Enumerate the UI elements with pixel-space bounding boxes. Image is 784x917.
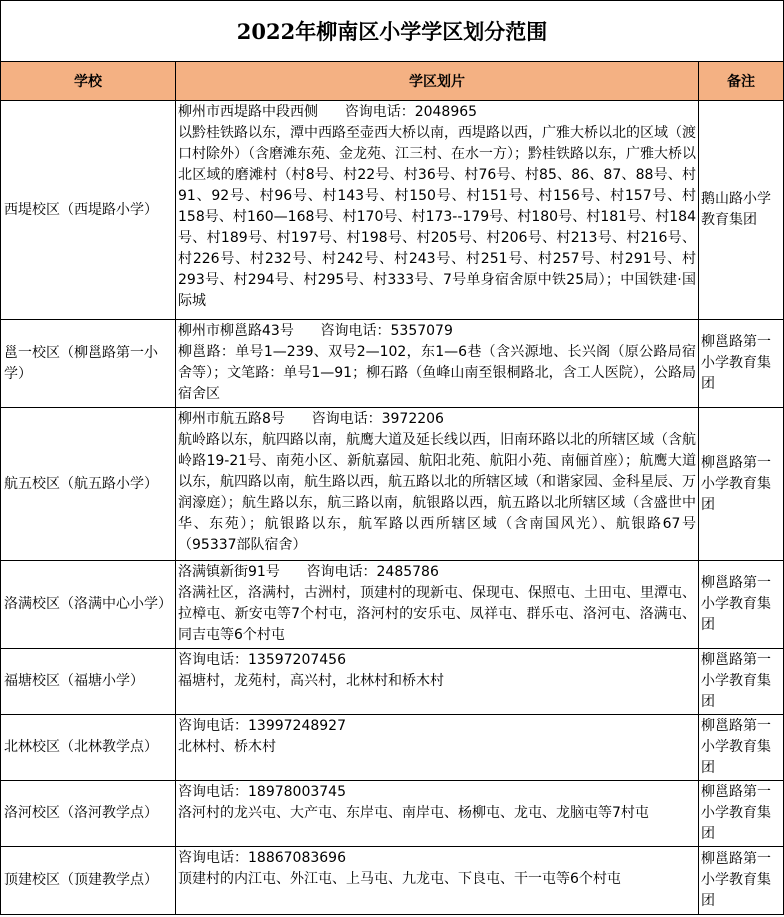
school-group-note: 鹅山路小学教育集团 (699, 101, 784, 320)
district-detail: 洛河村的龙兴屯、大产屯、东岸屯、南岸屯、杨柳屯、龙屯、龙脑屯等7村屯 (178, 805, 649, 821)
school-name: 福塘校区（福塘小学） (1, 649, 176, 715)
school-name: 航五校区（航五路小学） (1, 408, 176, 561)
table-row (1, 561, 784, 649)
school-name: 西堤校区（西堤路小学） (1, 101, 176, 320)
school-name: 顶建校区（顶建教学点） (1, 847, 176, 915)
district-detail: 福塘村，龙苑村，高兴村，北林村和桥木村 (178, 673, 444, 689)
district-detail: 顶建村的内江屯、外江屯、上马屯、九龙屯、下良屯、干一屯等6个村屯 (178, 871, 621, 887)
school-group-note: 柳邕路第一小学教育集团 (699, 715, 784, 781)
school-group-note: 柳邕路第一小学教育集团 (699, 320, 784, 408)
district-detail: 以黔桂铁路以东，潭中西路至壶西大桥以南，西堤路以西，广雅大桥以北的区域（渡口村除外）（含磨滩东苑、金龙苑、江三村、在水一方）；黔桂铁路以东，广雅大桥以北区域的磨滩村（村8号、村22号、村36号、村76号、村85、86、87、88号、村91、92号、村96号、村143号、村150号、村151号、村156号、村157号、村158号、村160—168号、村170号、村173--179号、村180号、村181号、村184号、村189号、村197号、村198号、村205号、村206号、村213号、村216号、村226号、村232号、村242号、村243号、村251号、村257号、村291号、村293号、村294号、村295号、村333号、7号单身宿舍原中铁25局）；中国铁建·国际城 (178, 125, 696, 309)
school-group-note: 柳邕路第一小学教育集团 (699, 847, 784, 915)
district-detail: 航岭路以东，航四路以南，航鹰大道及延长线以西，旧南环路以北的所辖区域（含航岭路19-21号、南苑小区、新航嘉园、航阳北苑、航阳小苑、南俪首座）；航鹰大道以东，航四路以南，航生路以西，航五路以北的所辖区域（和谐家园、金科星辰、万润濠庭）；航生路以东，航三路以南，航银路以西，航五路以北所辖区域（含盛世中华、东苑）；航银路以东，航军路以西所辖区域（含南国风光）、航银路67号（95337部队宿舍） (178, 432, 696, 553)
school-name: 邕一校区（柳邕路第一小学） (1, 320, 176, 408)
school-group-note: 柳邕路第一小学教育集团 (699, 561, 784, 649)
school-group-note: 柳邕路第一小学教育集团 (699, 408, 784, 561)
school-phone: 咨询电话：13997248927 (178, 718, 346, 734)
school-name: 北林校区（北林教学点） (1, 715, 176, 781)
table-row (1, 101, 784, 320)
district-area (176, 320, 699, 408)
district-area (176, 101, 699, 320)
school-phone: 咨询电话：13597207456 (178, 652, 346, 668)
school-group-note: 柳邕路第一小学教育集团 (699, 649, 784, 715)
school-address-phone: 柳州市西堤路中段西侧 咨询电话：2048965 (178, 104, 478, 120)
table-row (1, 408, 784, 561)
school-address-phone: 柳州市柳邕路43号 咨询电话：5357079 (178, 323, 453, 339)
district-area (176, 715, 699, 781)
district-area (176, 649, 699, 715)
district-area (176, 561, 699, 649)
table-row (1, 715, 784, 781)
district-area (176, 781, 699, 847)
district-detail: 洛满社区，洛满村，古洲村，顶建村的现新屯、保现屯、保照屯、土田屯、里潭屯、拉樟屯、新安屯等7个村屯，洛河村的安乐屯、凤祥屯、群乐屯、洛河屯、洛满屯、同吉屯等6个村屯 (178, 585, 696, 643)
header-school: 学校 (1, 62, 176, 101)
table-row (1, 320, 784, 408)
table-row (1, 649, 784, 715)
district-detail: 北林村、桥木村 (178, 739, 276, 755)
header-area: 学区划片 (176, 62, 699, 101)
district-detail: 柳邕路：单号1—239、双号2—102，东1—6巷（含兴源地、长兴阁（原公路局宿舍等）；文笔路：单号1—91；柳石路（鱼峰山南至银桐路北，含工人医院），公路局宿舍区 (178, 344, 696, 402)
school-group-note: 柳邕路第一小学教育集团 (699, 781, 784, 847)
school-phone: 咨询电话：18867083696 (178, 850, 346, 866)
table-row (1, 781, 784, 847)
table-row (1, 847, 784, 915)
district-area (176, 408, 699, 561)
school-phone: 咨询电话：18978003745 (178, 784, 346, 800)
header-note: 备注 (699, 62, 784, 101)
school-name: 洛满校区（洛满中心小学） (1, 561, 176, 649)
district-area (176, 847, 699, 915)
school-address-phone: 洛满镇新街91号 咨询电话：2485786 (178, 564, 439, 580)
school-name: 洛河校区（洛河教学点） (1, 781, 176, 847)
table-title: 2022年柳南区小学学区划分范围 (1, 1, 784, 62)
school-address-phone: 柳州市航五路8号 咨询电话：3972206 (178, 411, 444, 427)
